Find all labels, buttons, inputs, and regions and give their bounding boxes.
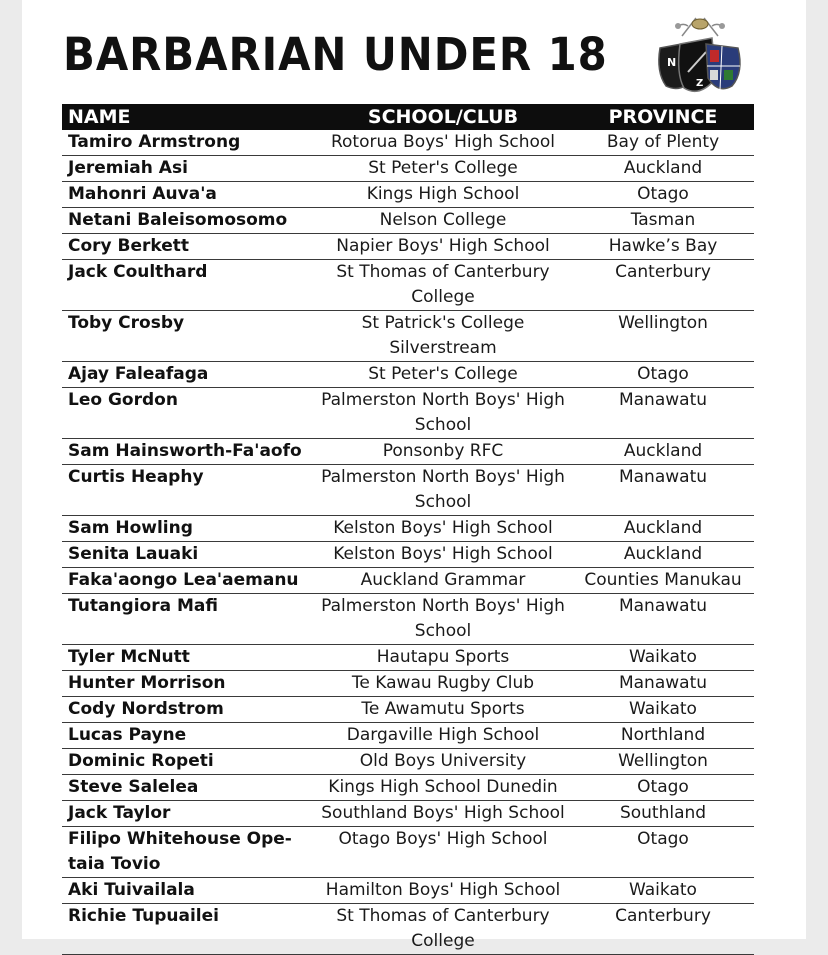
- province: Auckland: [623, 158, 703, 178]
- player-name: Jeremiah Asi: [68, 158, 188, 178]
- province: Otago: [637, 829, 689, 849]
- player-name: Ajay Faleafaga: [68, 364, 209, 384]
- player-name: Cory Berkett: [68, 236, 190, 256]
- table-row: [62, 260, 754, 311]
- logo-letter-z: Z: [696, 78, 704, 89]
- player-name: Steve Salelea: [68, 777, 199, 797]
- school-club: Ponsonby RFC: [382, 441, 504, 461]
- school-club: Rotorua Boys' High School: [330, 132, 556, 152]
- player-name: Curtis Heaphy: [68, 467, 204, 487]
- school-club: Otago Boys' High School: [338, 829, 548, 849]
- school-club: Old Boys University: [359, 751, 527, 771]
- header-school: SCHOOL/CLUB: [367, 106, 519, 128]
- province: Wellington: [618, 751, 708, 771]
- school-club: St Patrick's College Silverstream: [361, 313, 525, 358]
- province: Bay of Plenty: [606, 132, 720, 152]
- school-club: Napier Boys' High School: [336, 236, 550, 256]
- player-name: Richie Tupuailei: [68, 906, 219, 926]
- player-name: Sam Howling: [68, 518, 193, 538]
- table-row: [62, 878, 754, 904]
- school-club: Hautapu Sports: [376, 647, 510, 667]
- school-club: St Peter's College: [368, 158, 518, 178]
- province: Waikato: [629, 699, 697, 719]
- table-row: [62, 362, 754, 388]
- province: Hawke’s Bay: [608, 236, 718, 256]
- province: Canterbury: [615, 262, 711, 282]
- table-row: [62, 234, 754, 260]
- province: Manawatu: [618, 390, 708, 410]
- player-name: Tamiro Armstrong: [68, 132, 241, 152]
- player-name: Mahonri Auva'a: [68, 184, 217, 204]
- table-row: [62, 465, 754, 516]
- table-body: [62, 130, 754, 955]
- table-row: [62, 311, 754, 362]
- table-row: [62, 439, 754, 465]
- table-row: [62, 723, 754, 749]
- province: Waikato: [629, 647, 697, 667]
- province: Auckland: [623, 518, 703, 538]
- table-row: [62, 156, 754, 182]
- school-club: Kelston Boys' High School: [333, 518, 553, 538]
- table-row: [62, 182, 754, 208]
- school-club: Palmerston North Boys' High School: [321, 596, 565, 641]
- school-club: St Thomas of Canterbury College: [336, 906, 550, 951]
- school-club: Auckland Grammar: [360, 570, 526, 590]
- player-name: Faka'aongo Lea'aemanu: [68, 570, 299, 590]
- logo-letter-n: N: [667, 56, 677, 69]
- player-name: Jack Taylor: [68, 803, 171, 823]
- table-row: [62, 542, 754, 568]
- table-row: [62, 749, 754, 775]
- province: Waikato: [629, 880, 697, 900]
- table-row: [62, 775, 754, 801]
- province: Counties Manukau: [584, 570, 742, 590]
- table-row: [62, 516, 754, 542]
- province: Auckland: [623, 441, 703, 461]
- province: Wellington: [618, 313, 708, 333]
- table-row: [62, 130, 754, 156]
- page-title: BARBARIAN UNDER 18: [63, 28, 608, 81]
- province: Manawatu: [618, 673, 708, 693]
- school-club: Te Kawau Rugby Club: [351, 673, 535, 693]
- table-row: [62, 827, 754, 878]
- province: Manawatu: [618, 467, 708, 487]
- school-club: Hamilton Boys' High School: [325, 880, 561, 900]
- player-name: Tutangiora Mafi: [68, 596, 218, 616]
- province: Manawatu: [618, 596, 708, 616]
- table-row: [62, 697, 754, 723]
- player-name: Lucas Payne: [68, 725, 187, 745]
- school-club: Palmerston North Boys' High School: [321, 467, 565, 512]
- table-row: [62, 645, 754, 671]
- player-name: Hunter Morrison: [68, 673, 226, 693]
- province: Otago: [637, 777, 689, 797]
- school-club: Dargaville High School: [346, 725, 540, 745]
- table-row: [62, 904, 754, 955]
- player-name: Netani Baleisomosomo: [68, 210, 288, 230]
- school-club: Southland Boys' High School: [321, 803, 565, 823]
- player-name: Senita Lauaki: [68, 544, 199, 564]
- player-name: Dominic Ropeti: [68, 751, 214, 771]
- header-name: NAME: [68, 106, 131, 128]
- table-row: [62, 208, 754, 234]
- player-name: Leo Gordon: [68, 390, 178, 410]
- province: Auckland: [623, 544, 703, 564]
- school-club: Palmerston North Boys' High School: [321, 390, 565, 435]
- school-club: St Peter's College: [368, 364, 518, 384]
- school-club: Kings High School: [366, 184, 520, 204]
- province: Canterbury: [615, 906, 711, 926]
- table-header: [62, 104, 754, 130]
- school-club: Te Awamutu Sports: [361, 699, 525, 719]
- school-club: Kelston Boys' High School: [333, 544, 553, 564]
- province: Southland: [619, 803, 707, 823]
- nz-barbarians-crest-icon: [652, 14, 748, 100]
- province: Northland: [620, 725, 706, 745]
- player-name: Aki Tuivailala: [68, 880, 195, 900]
- school-club: St Thomas of Canterbury College: [336, 262, 550, 307]
- school-club: Kings High School Dunedin: [328, 777, 558, 797]
- table-row: [62, 388, 754, 439]
- table-row: [62, 594, 754, 645]
- table-row: [62, 568, 754, 594]
- header-province: PROVINCE: [608, 106, 718, 128]
- province: Tasman: [630, 210, 696, 230]
- roster-table: [62, 104, 754, 955]
- player-name: Tyler McNutt: [68, 647, 190, 667]
- player-name: Filipo Whitehouse Ope-taia Tovio: [68, 829, 292, 874]
- player-name: Cody Nordstrom: [68, 699, 224, 719]
- school-club: Nelson College: [379, 210, 507, 230]
- player-name: Sam Hainsworth-Fa'aofo: [68, 441, 302, 461]
- player-name: Jack Coulthard: [68, 262, 208, 282]
- province: Otago: [637, 184, 689, 204]
- table-row: [62, 801, 754, 827]
- province: Otago: [637, 364, 689, 384]
- table-row: [62, 671, 754, 697]
- player-name: Toby Crosby: [68, 313, 185, 333]
